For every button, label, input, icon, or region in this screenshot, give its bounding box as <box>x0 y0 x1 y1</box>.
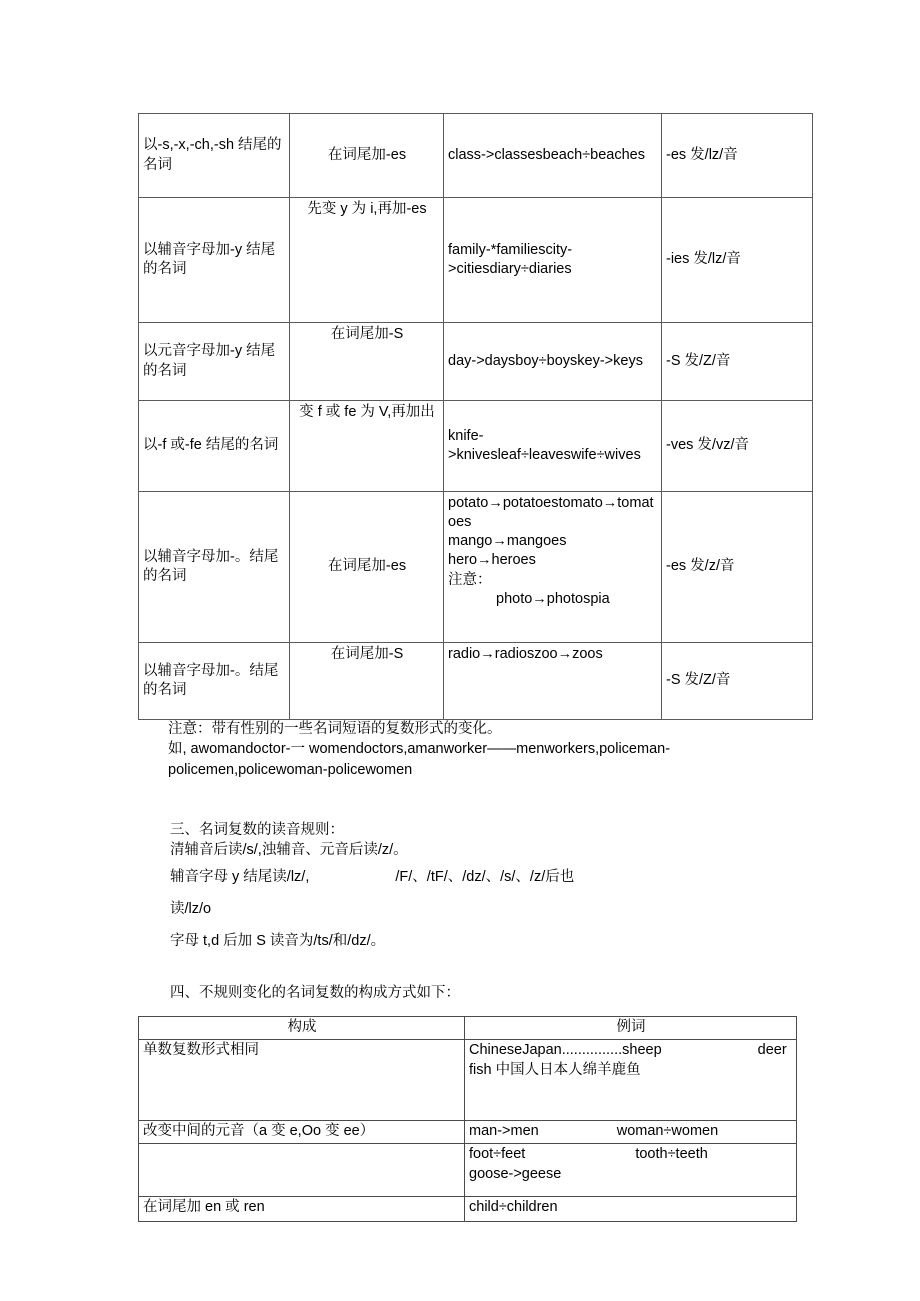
section3-heading: 三、名词复数的读音规则： <box>170 822 344 838</box>
rule-pronunciation-cell: -S 发/Z/音 <box>662 643 813 720</box>
example-line: hero→heroes <box>448 552 536 569</box>
table-row <box>139 1040 797 1121</box>
example-line <box>469 1122 793 1142</box>
rule-condition-cell: 以-f 或-fe 结尾的名词 <box>139 401 290 492</box>
example-note-label: 注意： <box>448 571 492 588</box>
note-line-2: 如, awomandoctor-一 womendoctors,amanworker——menworkers,policeman-policemen,policewoman-policewomen <box>168 741 671 779</box>
example-text: deer <box>757 1042 787 1058</box>
note-line-1: 注意：带有性别的一些名词短语的复数形式的变化。 <box>168 721 502 737</box>
example-text: woman÷women <box>616 1123 719 1139</box>
table-row <box>139 1197 797 1222</box>
rule-pronunciation-cell: -S 发/Z/音 <box>662 323 813 401</box>
rule-condition-cell: 以元音字母加-y 结尾的名词 <box>139 323 290 401</box>
table-header-row <box>139 1017 797 1040</box>
example-text: man->men <box>469 1123 539 1139</box>
table-row <box>139 643 813 720</box>
formation-cell: 在词尾加 en 或 ren <box>139 1197 465 1222</box>
rule-method-cell: 在词尾加-S <box>290 643 444 720</box>
examples-cell <box>465 1144 797 1197</box>
section3-line-4: 字母 t,d 后加 S 读音为/ts/和/dz/。 <box>170 933 386 949</box>
rule-condition-cell: 以-s,-x,-ch,-sh 结尾的名词 <box>139 114 290 198</box>
section3-line-2 <box>170 867 790 888</box>
example-line: photo→photospia <box>496 590 610 607</box>
rule-example-cell: day->daysboy÷boyskey->keys <box>444 323 662 401</box>
section3-line-2a: 辅音字母 y 结尾读/lz/, <box>170 869 310 885</box>
section3-line-1: 清辅音后读/s/,浊辅音、元音后读/z/。 <box>170 842 408 858</box>
rule-method-cell: 在词尾加-S <box>290 323 444 401</box>
rule-pronunciation-cell: -es 发/lz/音 <box>662 114 813 198</box>
section3-line-2b: /F/、/tF/、/dz/、/s/、/z/后也 <box>395 869 575 885</box>
rule-method-cell: 变 f 或 fe 为 V,再加出 <box>290 401 444 492</box>
column-header-examples: 例词 <box>465 1017 797 1040</box>
examples-cell <box>465 1040 797 1121</box>
rule-example-cell <box>444 492 662 643</box>
table-row <box>139 323 813 401</box>
rule-method-cell: 在词尾加-es <box>290 492 444 643</box>
table-row <box>139 1121 797 1144</box>
example-line: mango→mangoes <box>448 533 567 550</box>
section3-line-3: 读/lz/o <box>170 901 212 917</box>
rule-pronunciation-cell: -es 发/z/音 <box>662 492 813 643</box>
formation-cell <box>139 1144 465 1197</box>
rule-example-cell: class->classesbeach÷beaches <box>444 114 662 198</box>
table-row <box>139 114 813 198</box>
rule-condition-cell: 以辅音字母加-y 结尾的名词 <box>139 198 290 323</box>
column-header-formation: 构成 <box>139 1017 465 1040</box>
rule-method-cell: 在词尾加-es <box>290 114 444 198</box>
example-line: goose->geese <box>469 1165 562 1182</box>
rule-method-cell: 先变 y 为 i,再加-es <box>290 198 444 323</box>
section4-heading: 四、不规则变化的名词复数的构成方式如下： <box>170 985 460 1001</box>
examples-cell <box>465 1121 797 1144</box>
formation-cell: 单数复数形式相同 <box>139 1040 465 1121</box>
example-text: ChineseJapan...............sheep <box>469 1042 662 1058</box>
irregular-plural-table <box>138 1016 797 1222</box>
rule-condition-cell: 以辅音字母加-。结尾的名词 <box>139 643 290 720</box>
table-row <box>139 198 813 323</box>
table-row <box>139 401 813 492</box>
example-text: tooth÷teeth <box>635 1146 708 1162</box>
formation-cell: 改变中间的元音（a 变 e,Oo 变 ee） <box>139 1121 465 1144</box>
examples-cell: child÷children <box>465 1197 797 1222</box>
example-line: fish 中国人日本人绵羊鹿鱼 <box>469 1061 641 1078</box>
table-row <box>139 492 813 643</box>
example-line <box>469 1145 793 1165</box>
rule-pronunciation-cell: -ves 发/vz/音 <box>662 401 813 492</box>
example-line <box>469 1041 793 1061</box>
rule-pronunciation-cell: -ies 发/lz/音 <box>662 198 813 323</box>
example-text: foot÷feet <box>469 1146 526 1162</box>
plural-rules-table <box>138 113 813 720</box>
rule-condition-cell: 以辅音字母加-。结尾的名词 <box>139 492 290 643</box>
rule-example-cell: radio→radioszoo→zoos <box>444 643 662 720</box>
rule-example-cell: knife->knivesleaf÷leaveswife÷wives <box>444 401 662 492</box>
rule-example-cell: family-*familiescity->citiesdiary÷diaries <box>444 198 662 323</box>
example-line: potato→potatoestomato→tomatoes <box>448 495 654 531</box>
table-row <box>139 1144 797 1197</box>
